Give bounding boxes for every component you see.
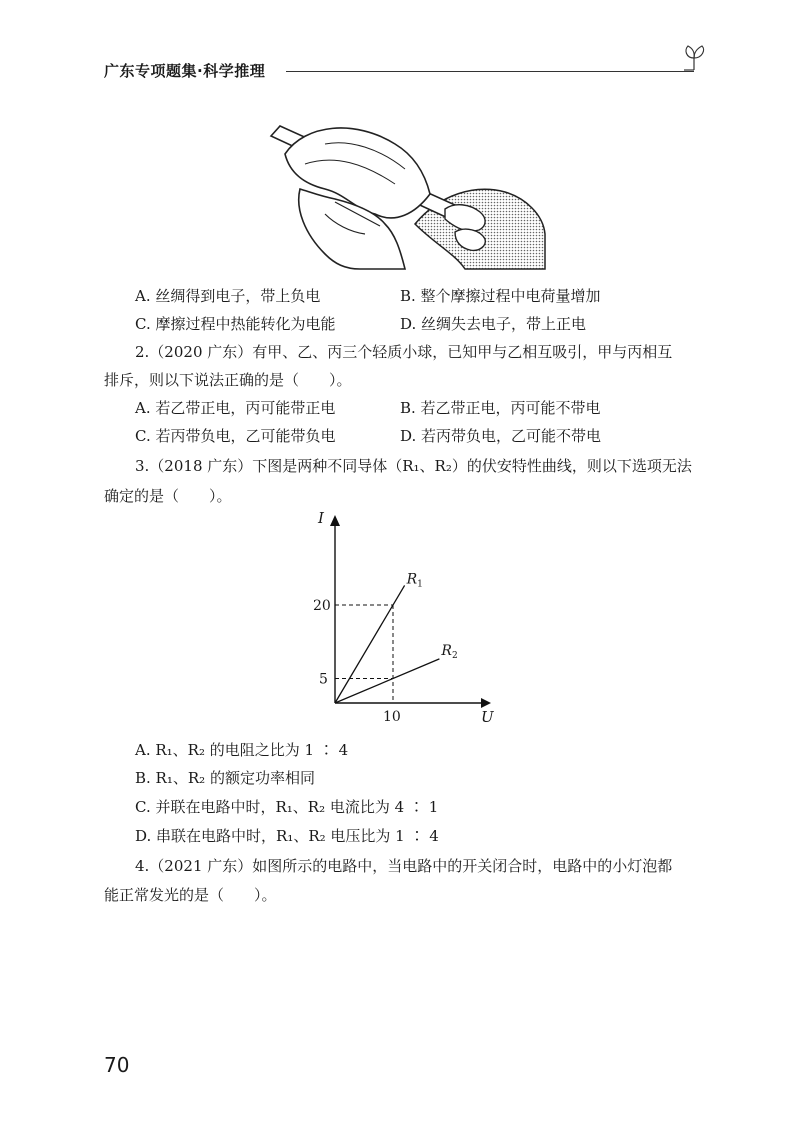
q1-option-c: C. 摩擦过程中热能转化为电能 — [135, 315, 336, 333]
q2-option-b: B. 若乙带正电，丙可能不带电 — [400, 399, 601, 417]
q3-option-b: B. R₁、R₂ 的额定功率相同 — [135, 769, 315, 787]
x-axis-label: U — [481, 708, 494, 726]
q1-option-a: A. 丝绸得到电子，带上负电 — [135, 287, 321, 305]
q2-option-d: D. 若丙带负电，乙可能不带电 — [400, 427, 602, 445]
q2-option-c: C. 若丙带负电，乙可能带负电 — [135, 427, 336, 445]
q3-option-c: C. 并联在电路中时，R₁、R₂ 电流比为 4 ∶ 1 — [135, 798, 439, 816]
q2-stem-line1: 2.（2020 广东）有甲、乙、丙三个轻质小球，已知甲与乙相互吸引，甲与丙相互 — [135, 343, 673, 361]
q1-option-b: B. 整个摩擦过程中电荷量增加 — [400, 287, 601, 305]
series-line-r1 — [335, 585, 405, 703]
page-number: 70 — [104, 1053, 130, 1077]
q3-option-d: D. 串联在电路中时，R₁、R₂ 电压比为 1 ∶ 4 — [135, 827, 439, 845]
rubbing-rod-illustration — [265, 114, 550, 272]
series-label-r1: $R_1$ — [406, 571, 423, 590]
q3-option-a: A. R₁、R₂ 的电阻之比为 1 ∶ 4 — [135, 741, 349, 759]
running-header-title: 广东专项题集·科学推理 — [104, 62, 266, 80]
series-line-r2 — [335, 659, 439, 703]
y-tick-label-20: 20 — [313, 598, 331, 614]
q2-option-a: A. 若乙带正电，丙可能带正电 — [135, 399, 336, 417]
sprout-icon — [682, 40, 716, 74]
q3-stem-line1: 3.（2018 广东）下图是两种不同导体（R₁、R₂）的伏安特性曲线，则以下选项无法 — [135, 457, 692, 475]
q1-option-d: D. 丝绸失去电子，带上正电 — [400, 315, 587, 333]
q4-stem-line1: 4.（2021 广东）如图所示的电路中，当电路中的开关闭合时，电路中的小灯泡都 — [135, 857, 673, 875]
q3-stem-line2: 确定的是（ ）。 — [104, 487, 232, 505]
q4-stem-line2: 能正常发光的是（ ）。 — [104, 886, 277, 904]
x-tick-label-10: 10 — [383, 709, 401, 725]
x-axis-arrow — [481, 698, 491, 708]
y-axis-arrow — [330, 515, 340, 526]
y-tick-label-5: 5 — [319, 671, 328, 688]
q2-stem-line2: 排斥，则以下说法正确的是（ ）。 — [104, 371, 352, 389]
series-label-r2: $R_2$ — [441, 642, 458, 661]
iu-characteristic-chart — [300, 505, 500, 730]
y-axis-label: I — [318, 509, 324, 527]
header-rule — [286, 71, 694, 72]
